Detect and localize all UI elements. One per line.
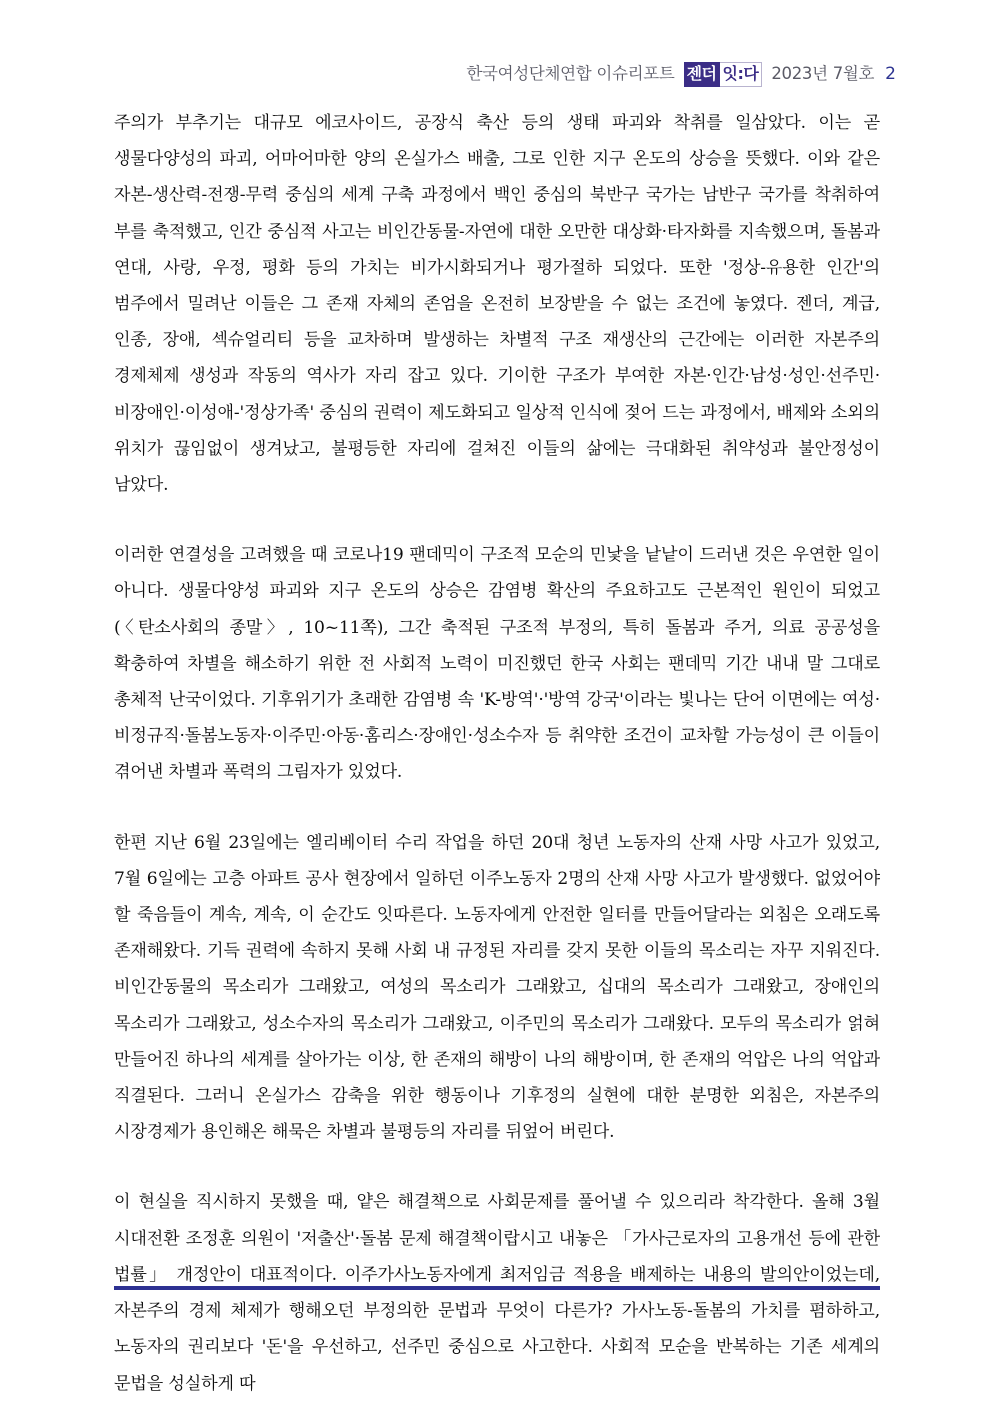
footer-divider	[114, 1286, 880, 1290]
page-number: 2	[885, 64, 896, 84]
body-paragraph: 이러한 연결성을 고려했을 때 코로나19 팬데믹이 구조적 모순의 민낯을 낱낱이 드러낸 것은 우연한 일이 아니다. 생물다양성 파괴와 지구 온도의 상승은 감염병 확산의 주요하고도 근본적인 원인이 되었고(〈탄소사회의 종말〉, 10~11쪽), 그간 축적된 구조적 부정의, 특히 돌봄과 주거, 의료 공공성을 확충하여 차별을 해소하기 위한 전 사회적 노력이 미진했던 한국 사회는 팬데믹 기간 내내 말 그대로 총체적 난국이었다. 기후위기가 초래한 감염병 속 'K-방역'·'방역 강국'이라는 빛나는 단어 이면에는 여성·비정규직·돌봄노동자·이주민·아동·홈리스·장애인·성소수자 등 취약한 조건이 교차할 가능성이 큰 이들이 겪어낸 차별과 폭력의 그림자가 있었다.	[114, 545, 880, 783]
article-body	[114, 105, 880, 1402]
brand-badge-first-part: 젠더	[684, 62, 720, 87]
issue-date: 2023년 7월호	[771, 64, 875, 84]
page-header	[466, 62, 896, 87]
body-paragraph: 주의가 부추기는 대규모 에코사이드, 공장식 축산 등의 생태 파괴와 착취를 일삼았다. 이는 곧 생물다양성의 파괴, 어마어마한 양의 온실가스 배출, 그로 인한 지구 온도의 상승을 뜻했다. 이와 같은 자본-생산력-전쟁-무력 중심의 세계 구축 과정에서 백인 중심의 북반구 국가는 남반구 국가를 착취하여 부를 축적했고, 인간 중심적 사고는 비인간동물-자연에 대한 오만한 대상화·타자화를 지속했으며, 돌봄과 연대, 사랑, 우정, 평화 등의 가치는 비가시화되거나 평가절하 되었다. 또한 '정상-유용한 인간'의 범주에서 밀려난 이들은 그 존재 자체의 존엄을 온전히 보장받을 수 없는 조건에 놓였다. 젠더, 계급, 인종, 장애, 섹슈얼리티 등을 교차하며 발생하는 차별적 구조 재생산의 근간에는 이러한 자본주의 경제체제 생성과 작동의 역사가 자리 잡고 있다. 기이한 구조가 부여한 자본·인간·남성·성인·선주민·비장애인·이성애-'정상가족' 중심의 권력이 제도화되고 일상적 인식에 젖어 드는 과정에서, 배제와 소외의 위치가 끊임없이 생겨났고, 불평등한 자리에 걸쳐진 이들의 삶에는 극대화된 취약성과 불안정성이 남았다.	[114, 113, 880, 496]
brand-badge	[684, 62, 763, 87]
body-paragraph: 이 현실을 직시하지 못했을 때, 얕은 해결책으로 사회문제를 풀어낼 수 있으리라 착각한다. 올해 3월 시대전환 조정훈 의원이 '저출산'·돌봄 문제 해결책이랍시고 내놓은 「가사근로자의 고용개선 등에 관한 법률」 개정안이 대표적이다. 이주가사노동자에게 최저임금 적용을 배제하는 내용의 발의안이었는데, 자본주의 경제 체제가 행해오던 부정의한 문법과 무엇이 다른가? 가사노동-돌봄의 가치를 폄하하고, 노동자의 권리보다 '돈'을 우선하고, 선주민 중심으로 사고한다. 사회적 모순을 반복하는 기존 세계의 문법을 성실하게 따	[114, 1192, 880, 1394]
publisher-name: 한국여성단체연합 이슈리포트	[466, 64, 675, 84]
body-paragraph: 한편 지난 6월 23일에는 엘리베이터 수리 작업을 하던 20대 청년 노동자의 산재 사망 사고가 있었고, 7월 6일에는 고층 아파트 공사 현장에서 일하던 이주노동자 2명의 산재 사망 사고가 발생했다. 없었어야 할 죽음들이 계속, 계속, 이 순간도 잇따른다. 노동자에게 안전한 일터를 만들어달라는 외침은 오래도록 존재해왔다. 기득 권력에 속하지 못해 사회 내 규정된 자리를 갖지 못한 이들의 목소리는 자꾸 지워진다. 비인간동물의 목소리가 그래왔고, 여성의 목소리가 그래왔고, 십대의 목소리가 그래왔고, 장애인의 목소리가 그래왔고, 성소수자의 목소리가 그래왔고, 이주민의 목소리가 그래왔다. 모두의 목소리가 얽혀 만들어진 하나의 세계를 살아가는 이상, 한 존재의 해방이 나의 해방이며, 한 존재의 억압은 나의 억압과 직결된다. 그러니 온실가스 감축을 위한 행동이나 기후정의 실현에 대한 분명한 외침은, 자본주의 시장경제가 용인해온 해묵은 차별과 불평등의 자리를 뒤엎어 버린다.	[114, 832, 880, 1143]
brand-badge-second-part: 잇:다	[720, 62, 763, 87]
